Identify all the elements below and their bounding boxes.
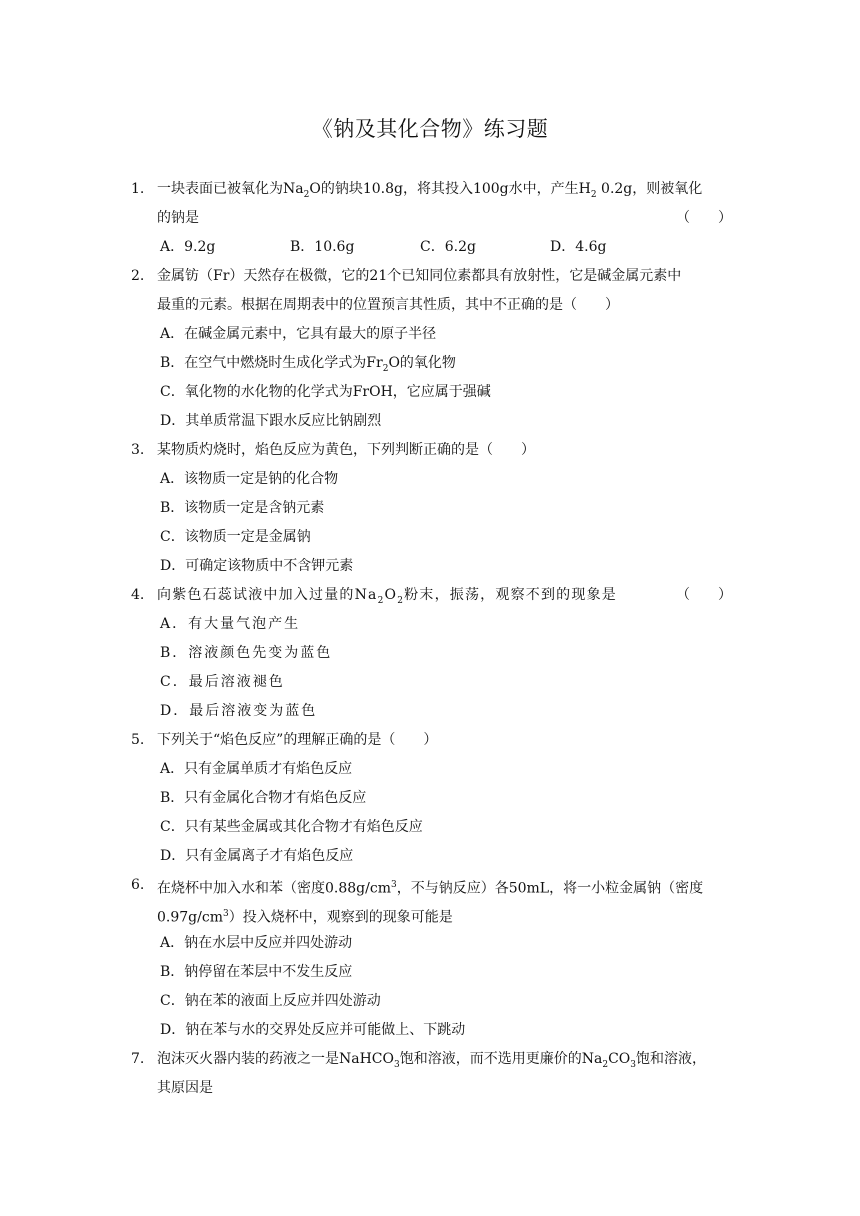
question-number: 1. [131,181,145,197]
option: A．只有金属单质才有焰色反应 [160,761,353,777]
question-text: 某物质灼烧时，焰色反应为黄色，下列判断正确的是（ ） [157,442,535,458]
question-number: 5. [131,732,145,748]
option: B．10.6g [290,239,355,255]
question-number: 2. [131,268,145,284]
question-text: 最重的元素。根据在周期表中的位置预言其性质，其中不正确的是（ ） [157,297,619,313]
option: A．在碱金属元素中，它具有最大的原子半径 [160,326,437,342]
option: A．钠在水层中反应并四处游动 [160,935,353,951]
option: C．最后溶液褪色 [160,674,285,690]
question-text: 在烧杯中加入水和苯（密度$0.88g/cm^3$，不与钠反应）各50mL，将一小粒金属钠（密度 [157,880,704,897]
question-text: 其原因是 [157,1080,213,1096]
answer-blank: （ ） [676,587,732,603]
answer-blank: （ ） [676,210,732,226]
option: C．钠在苯的液面上反应并四处游动 [160,993,381,1009]
question-text: 向紫色石蕊试液中加入过量的$Na_2O_2$粉末，振荡，观察不到的现象是 [157,587,617,606]
option: C．6.2g [420,239,476,255]
option: B．溶液颜色先变为蓝色 [160,645,333,661]
option: B．只有金属化合物才有焰色反应 [160,790,367,806]
option: B．钠停留在苯层中不发生反应 [160,964,353,980]
question-text: 金属钫（Fr）天然存在极微，它的21个已知同位素都具有放射性，它是碱金属元素中 [157,268,682,284]
option: D．4.6g [550,239,607,255]
question-number: 3. [131,442,145,458]
option: C．氧化物的水化物的化学式为FrOH，它应属于强碱 [160,384,491,400]
page-title: 《钠及其化合物》练习题 [311,117,549,141]
option-row [160,238,680,256]
option: A．有大量气泡产生 [160,616,301,632]
option: C．只有某些金属或其化合物才有焰色反应 [160,819,423,835]
option: B．在空气中燃烧时生成化学式为$Fr_2O$的氧化物 [160,355,456,374]
option: A．该物质一定是钠的化合物 [160,471,339,487]
option: D．其单质常温下跟水反应比钠剧烈 [160,413,382,429]
question-text: 泡沫灭火器内装的药液之一是NaHCO$_3$饱和溶液，而不选用更廉价的$Na_2CO_3$饱和溶液， [157,1051,707,1070]
question-number: 6. [131,877,145,893]
option: B．该物质一定是含钠元素 [160,500,325,516]
question-text: 一块表面已被氧化为$Na_2O$的钠块10.8g，将其投入100g水中，产生$H_2$ 0.2g，则被氧化 [157,181,703,200]
option: D．只有金属离子才有焰色反应 [160,848,354,864]
question-number: 7. [131,1051,145,1067]
option: A．9.2g [160,239,216,255]
question-text: 的钠是 [157,210,199,226]
option: D．钠在苯与水的交界处反应并可能做上、下跳动 [160,1022,466,1038]
question-text: 下列关于“焰色反应”的理解正确的是（ ） [157,732,438,748]
question-number: 4. [131,587,145,603]
option: C．该物质一定是金属钠 [160,529,311,545]
option: D．可确定该物质中不含钾元素 [160,558,354,574]
option: D．最后溶液变为蓝色 [160,703,318,719]
question-text: $0.97g/cm^3$）投入烧杯中，观察到的现象可能是 [157,909,453,926]
